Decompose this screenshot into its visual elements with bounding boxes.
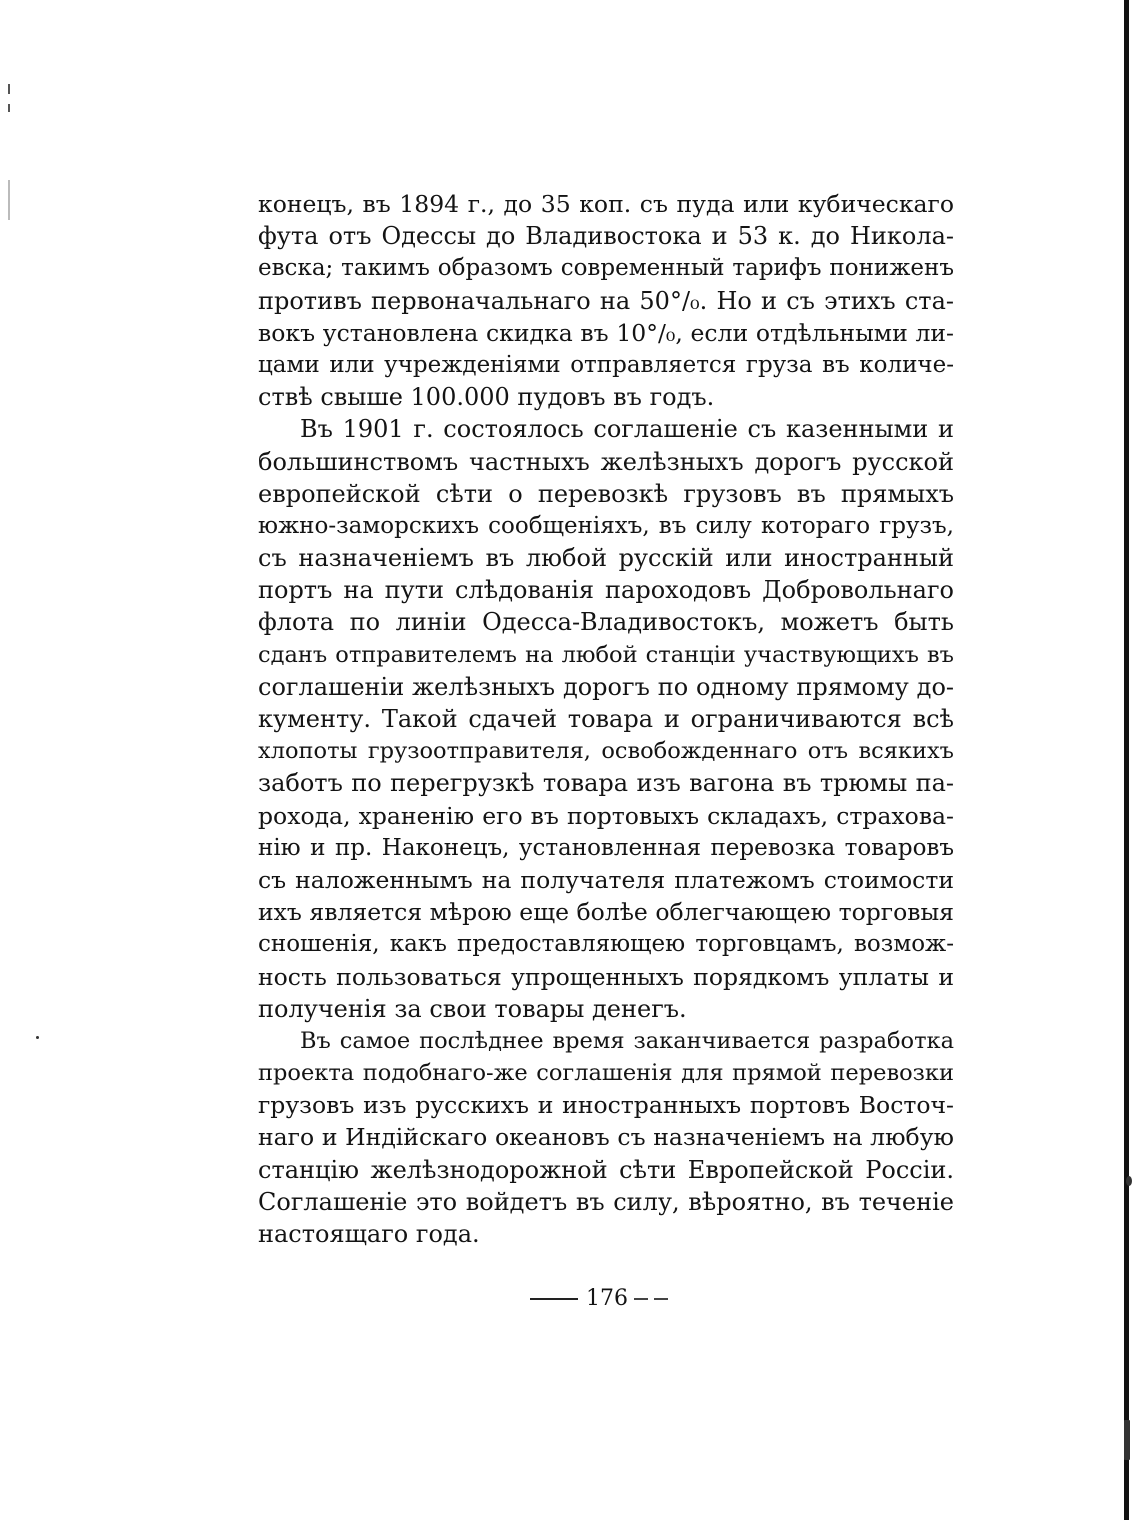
paragraph-3 — [258, 1025, 954, 1250]
text-line: сношенія, какъ предоставляющею торговцамъ, возмож- — [258, 931, 954, 958]
text-line: ность пользоваться упрощенныхъ порядкомъ уплаты и — [258, 962, 954, 991]
text-line: европейской сѣти о перевозкѣ грузовъ въ прямыхъ — [258, 479, 954, 508]
text-line: настоящаго года. — [258, 1220, 480, 1248]
page-footer — [530, 1284, 680, 1314]
text-line: южно-заморскихъ сообщеніяхъ, въ силу котораго грузъ, — [258, 512, 954, 539]
text-line: проекта подобнаго-же соглашенія для прямой перевозки — [258, 1060, 954, 1087]
text-line: заботъ по перегрузкѣ товара изъ вагона въ трюмы па- — [258, 769, 954, 798]
paragraph-2 — [258, 413, 954, 1025]
text-line: Въ самое послѣднее время заканчивается разработка — [300, 1027, 954, 1054]
footer-rule — [634, 1298, 648, 1300]
scan-edge — [1124, 0, 1129, 1520]
text-line: ствѣ свыше 100.000 пудовъ въ годъ. — [258, 383, 715, 412]
text-line: станцію желѣзнодорожной сѣти Европейской Россіи. — [258, 1155, 954, 1184]
text-line: наго и Индійскаго океановъ съ назначеніемъ на любую — [258, 1123, 954, 1152]
text-line: цами или учрежденіями отправляется груза въ количе- — [258, 351, 954, 378]
scan-mark — [8, 180, 10, 220]
text-line: Въ 1901 г. состоялось соглашеніе съ казенными и — [300, 415, 954, 444]
scan-speck — [1126, 1176, 1132, 1186]
text-line: портъ на пути слѣдованія пароходовъ Добровольнаго — [258, 576, 954, 605]
scan-speck — [1124, 1420, 1130, 1460]
text-line: рохода, храненію его въ портовыхъ складахъ, страхова- — [258, 801, 954, 830]
body-text — [258, 188, 954, 1250]
text-line: фута отъ Одессы до Владивостока и 53 к. до Никола- — [258, 222, 954, 251]
scan-speck — [36, 1036, 39, 1039]
text-line: грузовъ изъ русскихъ и иностранныхъ портовъ Восточ- — [258, 1091, 954, 1120]
page-number: 176 — [586, 1286, 628, 1311]
scan-mark — [8, 104, 10, 112]
footer-rule — [654, 1298, 668, 1300]
text-line: евска; такимъ образомъ современный тарифъ пониженъ — [258, 255, 954, 282]
footer-rule — [530, 1298, 578, 1300]
text-line: флота по линіи Одесса-Владивостокъ, можетъ быть — [258, 608, 954, 637]
text-line: съ наложеннымъ на получателя платежомъ стоимости — [258, 865, 954, 894]
paragraph-1 — [258, 188, 954, 413]
scan-mark — [8, 84, 10, 94]
text-line: съ назначеніемъ въ любой русскій или иностранный — [258, 544, 954, 573]
text-line: ихъ является мѣрою еще болѣе облегчающею торговыя — [258, 898, 954, 927]
text-line: противъ первоначальнаго на 50°/₀. Но и съ этихъ ста- — [258, 286, 954, 315]
text-line: большинствомъ частныхъ желѣзныхъ дорогъ русской — [258, 447, 954, 476]
text-line: сданъ отправителемъ на любой станціи участвующихъ въ — [258, 641, 954, 668]
text-line: полученія за свои товары денегъ. — [258, 994, 687, 1023]
text-line: вокъ установлена скидка въ 10°/₀, если отдѣльными ли- — [258, 318, 954, 347]
text-line: соглашеніи желѣзныхъ дорогъ по одному прямому до- — [258, 672, 954, 701]
text-line: кументу. Такой сдачей товара и ограничиваются всѣ — [258, 705, 954, 733]
text-line: конецъ, въ 1894 г., до 35 коп. съ пуда или кубическаго — [258, 190, 954, 218]
text-line: Соглашеніе это войдетъ въ силу, вѣроятно, въ теченіе — [258, 1187, 954, 1216]
text-line: хлопоты грузоотправителя, освобожденнаго отъ всякихъ — [258, 738, 954, 765]
text-line: нію и пр. Наконецъ, установленная перевозка товаровъ — [258, 834, 954, 861]
